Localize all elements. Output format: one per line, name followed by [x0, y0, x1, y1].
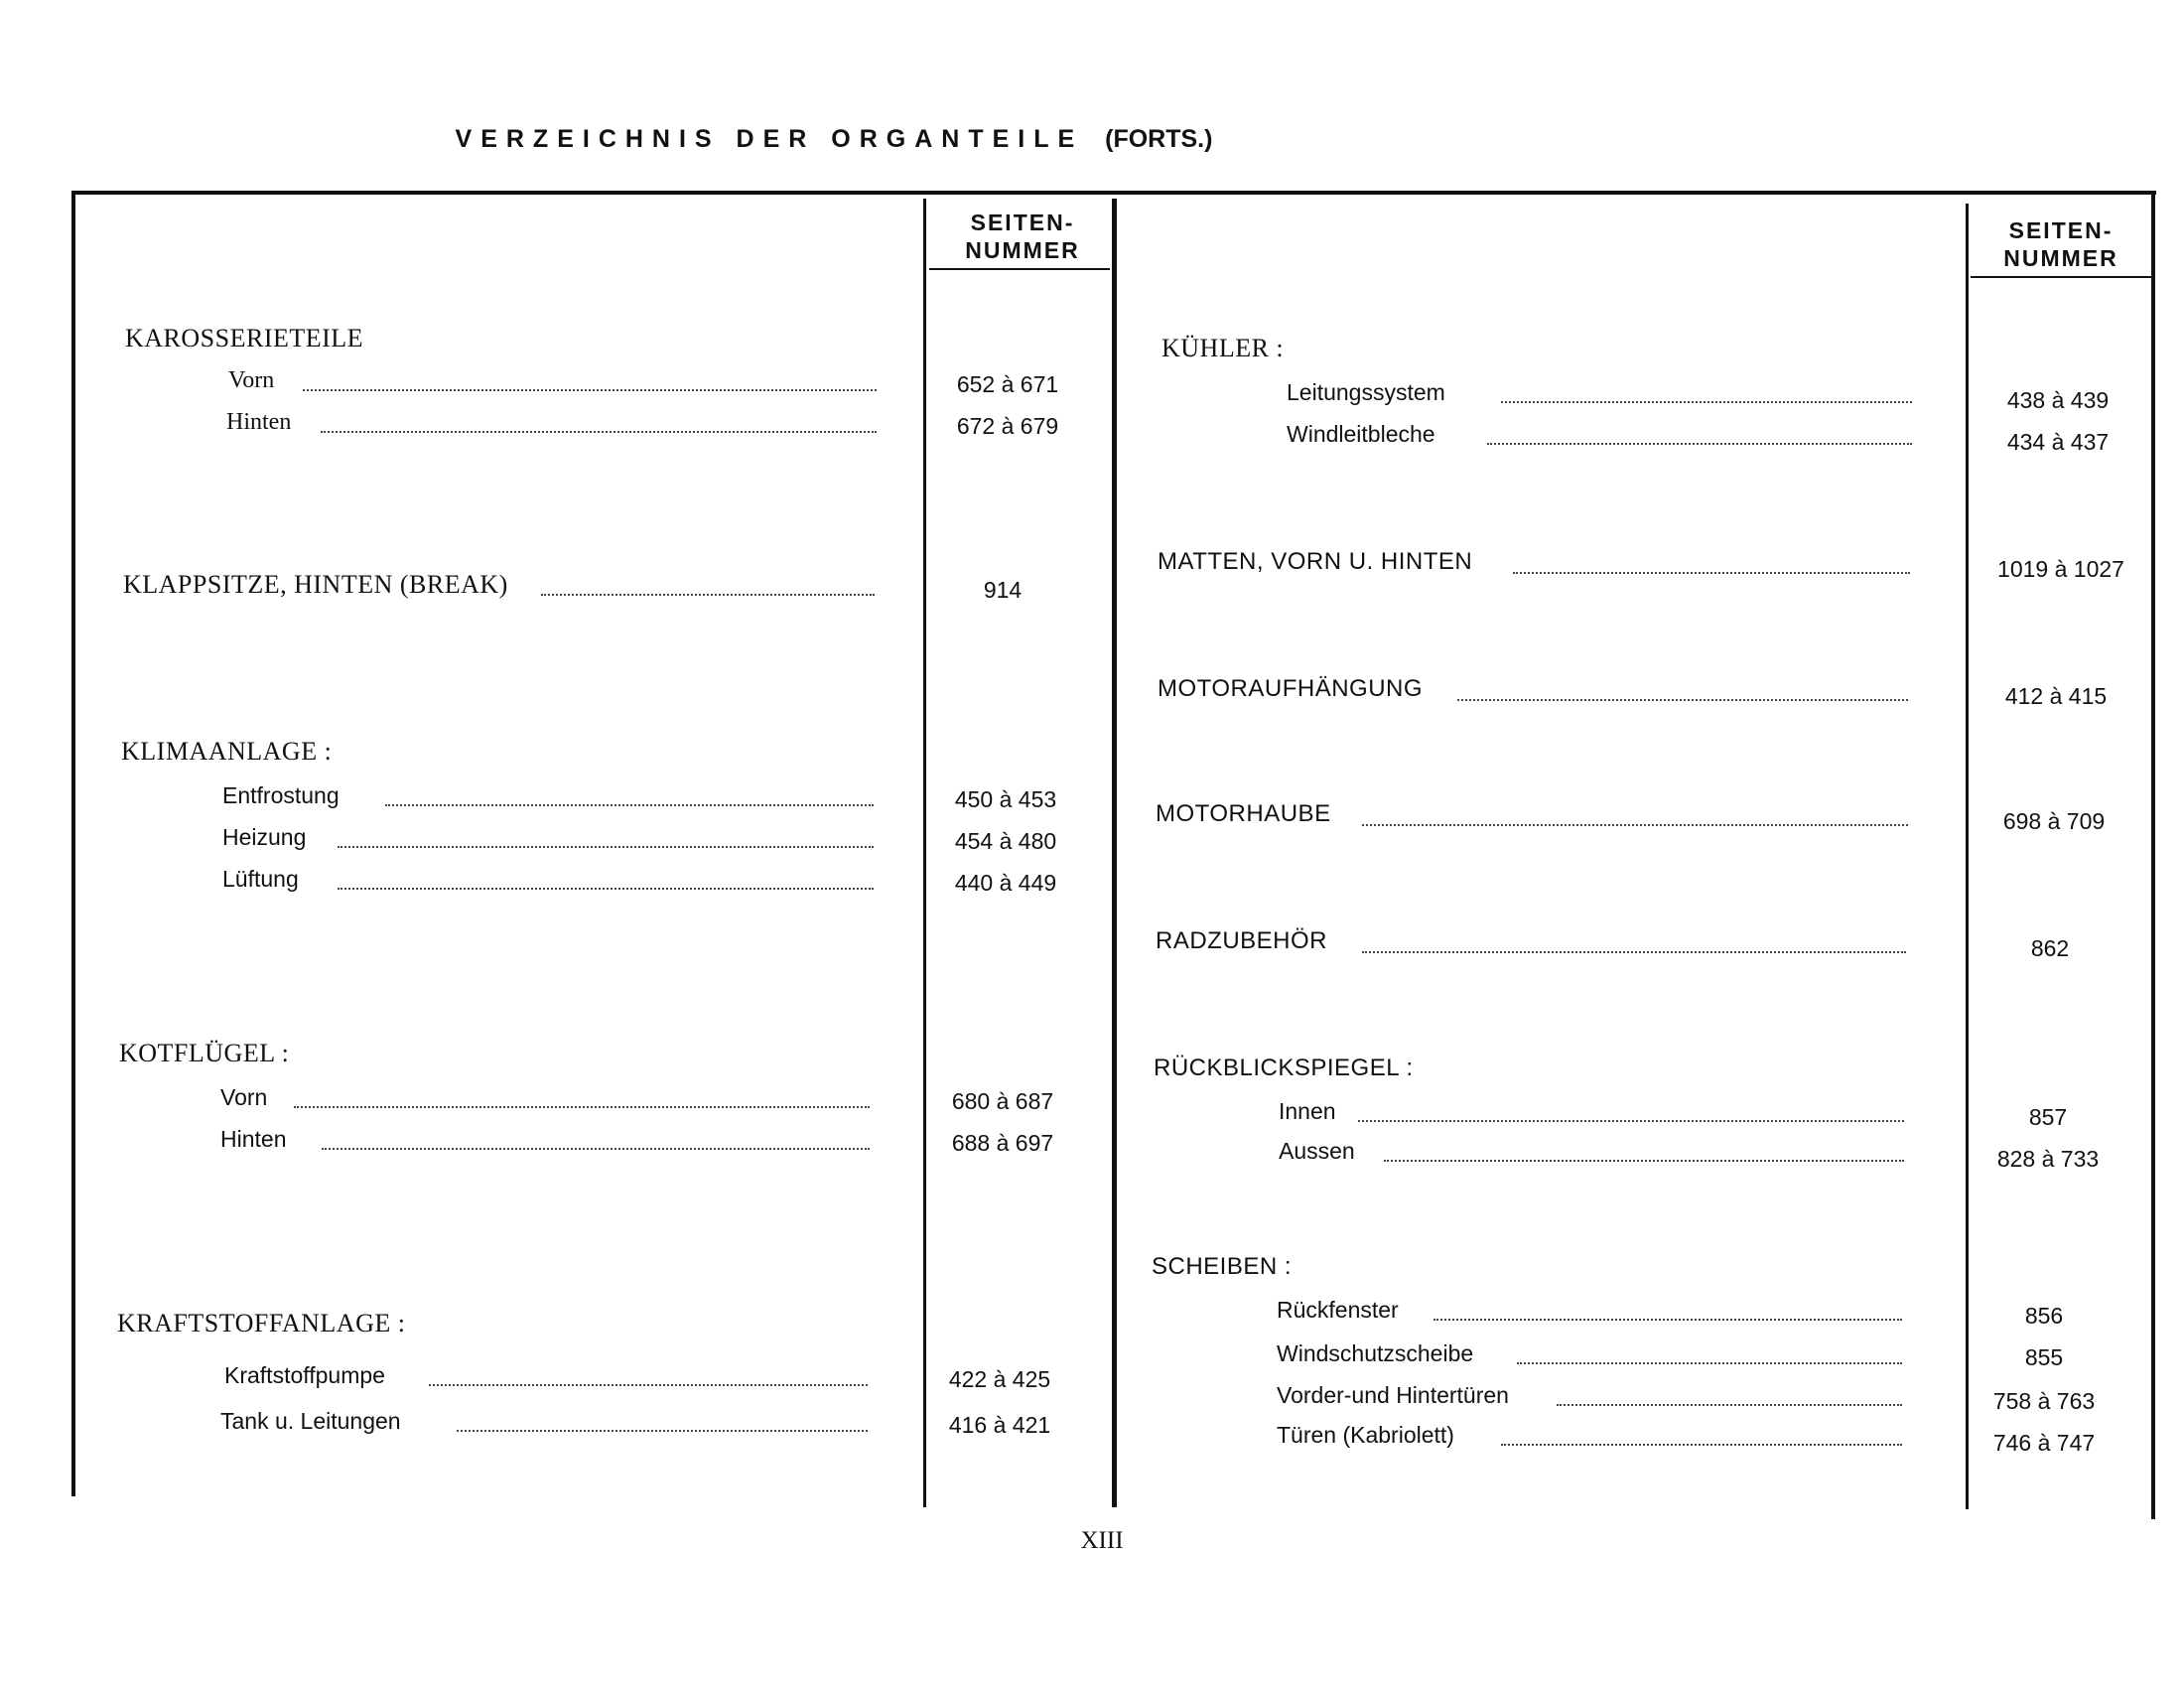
page-number: 652 à 671 — [956, 371, 1059, 397]
page-title — [0, 125, 1668, 154]
page-number: 434 à 437 — [2006, 429, 2110, 455]
entry-label-vorder-und-hintertueren: Vorder-und Hintertüren — [1277, 1382, 1509, 1408]
page-number: 1019 à 1027 — [1997, 556, 2124, 582]
leader-dots — [338, 846, 874, 848]
leader-dots — [1501, 401, 1912, 403]
section-heading-kotfluegel: KOTFLÜGEL : — [119, 1039, 290, 1067]
entry-label-rueckfenster: Rückfenster — [1277, 1297, 1399, 1323]
leader-dots — [294, 1106, 870, 1108]
page-number: 758 à 763 — [1992, 1388, 2096, 1414]
leader-dots — [322, 1148, 870, 1150]
page-number: 856 — [2024, 1303, 2064, 1329]
entry-label-tueren-kabriolett: Türen (Kabriolett) — [1277, 1422, 1454, 1448]
page-number: 828 à 733 — [1996, 1146, 2100, 1172]
entry-label-lueftung: Lüftung — [222, 866, 299, 892]
entry-label-leitungssystem: Leitungssystem — [1287, 379, 1445, 405]
leader-dots — [1513, 572, 1910, 574]
page-number: 857 — [2028, 1104, 2068, 1130]
leader-dots — [1557, 1404, 1902, 1406]
leader-dots — [429, 1384, 868, 1386]
header-line-1: SEITEN- — [970, 210, 1075, 235]
left-column-header — [933, 209, 1112, 264]
section-heading-matten: MATTEN, VORN U. HINTEN — [1158, 548, 1473, 575]
leader-dots — [303, 389, 877, 391]
leader-dots — [1358, 1120, 1904, 1122]
title-main: VERZEICHNIS DER ORGANTEILE — [455, 125, 1084, 153]
entry-label-aussen: Aussen — [1279, 1138, 1355, 1164]
entry-label-tank-u-leitungen: Tank u. Leitungen — [220, 1408, 401, 1434]
entry-label-kraftstoffpumpe: Kraftstoffpumpe — [224, 1362, 385, 1388]
section-heading-klappsitze: KLAPPSITZE, HINTEN (BREAK) — [123, 570, 508, 599]
title-suffix: (FORTS.) — [1105, 125, 1213, 153]
entry-label-entfrostung: Entfrostung — [222, 782, 340, 808]
page-number: 450 à 453 — [954, 786, 1057, 812]
leader-dots — [338, 888, 874, 890]
page-number: 914 — [983, 577, 1023, 603]
page-number: 454 à 480 — [954, 828, 1057, 854]
leader-dots — [457, 1430, 868, 1432]
page-number: 440 à 449 — [954, 870, 1057, 896]
leader-dots — [385, 804, 874, 806]
page-number: 416 à 421 — [948, 1412, 1051, 1438]
page-number: 688 à 697 — [951, 1130, 1054, 1156]
leader-dots — [1433, 1319, 1902, 1321]
section-heading-kraftstoffanlage: KRAFTSTOFFANLAGE : — [117, 1309, 406, 1337]
page-number: 672 à 679 — [956, 413, 1059, 439]
right-column-header — [1971, 216, 2151, 272]
entry-label-hinten: Hinten — [226, 409, 292, 435]
leader-dots — [1517, 1362, 1902, 1364]
section-heading-scheiben: SCHEIBEN : — [1152, 1253, 1293, 1280]
page-number: 422 à 425 — [948, 1366, 1051, 1392]
header-line-2: NUMMER — [965, 237, 1080, 263]
page-number: 680 à 687 — [951, 1088, 1054, 1114]
left-page-column-divider — [923, 199, 926, 1507]
leader-dots — [1362, 824, 1908, 826]
entry-label-windleitbleche: Windleitbleche — [1287, 421, 1435, 447]
leader-dots — [1362, 951, 1906, 953]
right-header-underline — [1971, 276, 2151, 278]
section-heading-klimaanlage: KLIMAANLAGE : — [121, 737, 333, 766]
left-header-underline — [929, 268, 1110, 270]
entry-label-heizung: Heizung — [222, 824, 307, 850]
page-number: 862 — [2030, 935, 2070, 961]
entry-label-hinten: Hinten — [220, 1126, 287, 1152]
left-border — [71, 191, 75, 1496]
leader-dots — [321, 431, 877, 433]
right-page-column-divider — [1966, 204, 1969, 1509]
section-heading-kuehler: KÜHLER : — [1161, 334, 1285, 362]
section-heading-motoraufhaengung: MOTORAUFHÄNGUNG — [1158, 675, 1424, 702]
leader-dots — [1457, 699, 1908, 701]
section-heading-radzubehoer: RADZUBEHÖR — [1156, 927, 1328, 954]
header-line-2: NUMMER — [2003, 245, 2118, 271]
center-divider — [1112, 199, 1117, 1507]
page-number: 746 à 747 — [1992, 1430, 2096, 1456]
entry-label-vorn: Vorn — [220, 1084, 268, 1110]
page-number: 412 à 415 — [2004, 683, 2108, 709]
section-heading-karosserieteile: KAROSSERIETEILE — [125, 324, 364, 352]
page-number: 438 à 439 — [2006, 387, 2110, 413]
section-heading-motorhaube: MOTORHAUBE — [1156, 800, 1331, 827]
leader-dots — [1384, 1160, 1904, 1162]
leader-dots — [541, 594, 875, 596]
entry-label-innen: Innen — [1279, 1098, 1336, 1124]
leader-dots — [1487, 443, 1912, 445]
page-number: 855 — [2024, 1344, 2064, 1370]
page-number: 698 à 709 — [2002, 808, 2106, 834]
right-border — [2151, 191, 2155, 1519]
section-heading-rueckblickspiegel: RÜCKBLICKSPIEGEL : — [1154, 1055, 1414, 1081]
top-border — [71, 191, 2156, 195]
page-folio: XIII — [1080, 1527, 1124, 1554]
entry-label-windschutzscheibe: Windschutzscheibe — [1277, 1340, 1474, 1366]
header-line-1: SEITEN- — [2008, 217, 2114, 243]
entry-label-vorn: Vorn — [228, 367, 275, 393]
leader-dots — [1501, 1444, 1902, 1446]
